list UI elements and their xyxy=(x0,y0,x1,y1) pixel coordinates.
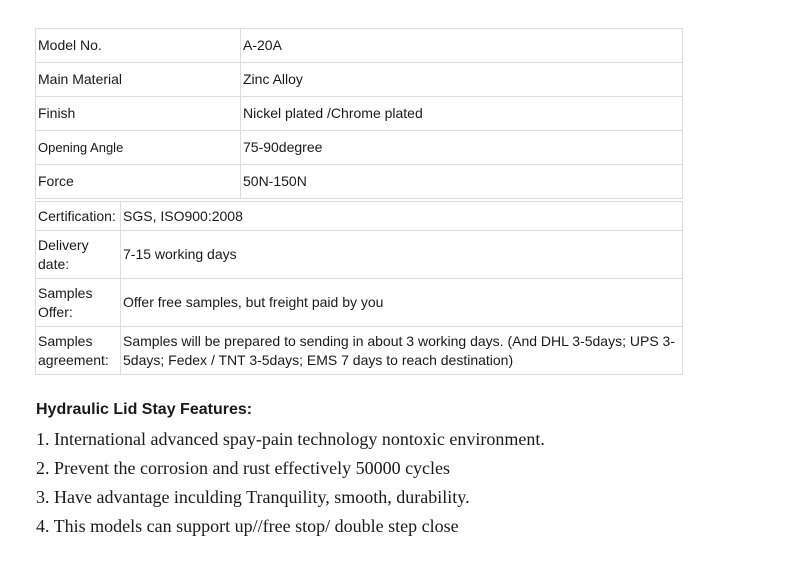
product-spec-table xyxy=(35,28,683,199)
trade-terms-table xyxy=(35,201,683,375)
spec-value: Nickel plated /Chrome plated xyxy=(241,97,683,131)
terms-value: Samples will be prepared to sending in about 3 working days. (And DHL 3-5days; UPS 3-5days; Fedex / TNT 3-5days; EMS 7 days to reach destination) xyxy=(121,327,683,375)
features-list xyxy=(36,425,776,541)
spec-label: Finish xyxy=(36,97,241,131)
spec-value: A-20A xyxy=(241,29,683,63)
terms-value: SGS, ISO900:2008 xyxy=(121,202,683,231)
feature-item: 4. This models can support up//free stop/ double step close xyxy=(36,516,459,536)
features-section xyxy=(36,399,776,541)
terms-row-certification xyxy=(36,202,683,231)
feature-item: 3. Have advantage inculding Tranquility, smooth, durability. xyxy=(36,487,470,507)
terms-value: 7-15 working days xyxy=(121,231,683,279)
terms-row-samples-offer xyxy=(36,279,683,327)
terms-label: Certification: xyxy=(36,202,121,231)
spec-value: 50N-150N xyxy=(241,165,683,199)
terms-label: Delivery date: xyxy=(36,231,121,279)
spec-label: Main Material xyxy=(36,63,241,97)
terms-row-samples-agreement xyxy=(36,327,683,375)
spec-label: Model No. xyxy=(36,29,241,63)
spec-row-force xyxy=(36,165,683,199)
spec-value: 75-90degree xyxy=(241,131,683,165)
terms-label: Samples agreement: xyxy=(36,327,121,375)
features-heading: Hydraulic Lid Stay Features: xyxy=(36,401,253,418)
feature-item: 1. International advanced spay-pain technology nontoxic environment. xyxy=(36,429,545,449)
spec-row-material xyxy=(36,63,683,97)
feature-item: 2. Prevent the corrosion and rust effectively 50000 cycles xyxy=(36,458,451,478)
spec-label: Force xyxy=(36,165,241,199)
terms-value: Offer free samples, but freight paid by you xyxy=(121,279,683,327)
spec-value: Zinc Alloy xyxy=(241,63,683,97)
spec-label: Opening Angle xyxy=(36,131,241,165)
terms-row-delivery xyxy=(36,231,683,279)
spec-row-finish xyxy=(36,97,683,131)
spec-row-opening-angle xyxy=(36,131,683,165)
spec-row-model xyxy=(36,29,683,63)
terms-label: Samples Offer: xyxy=(36,279,121,327)
